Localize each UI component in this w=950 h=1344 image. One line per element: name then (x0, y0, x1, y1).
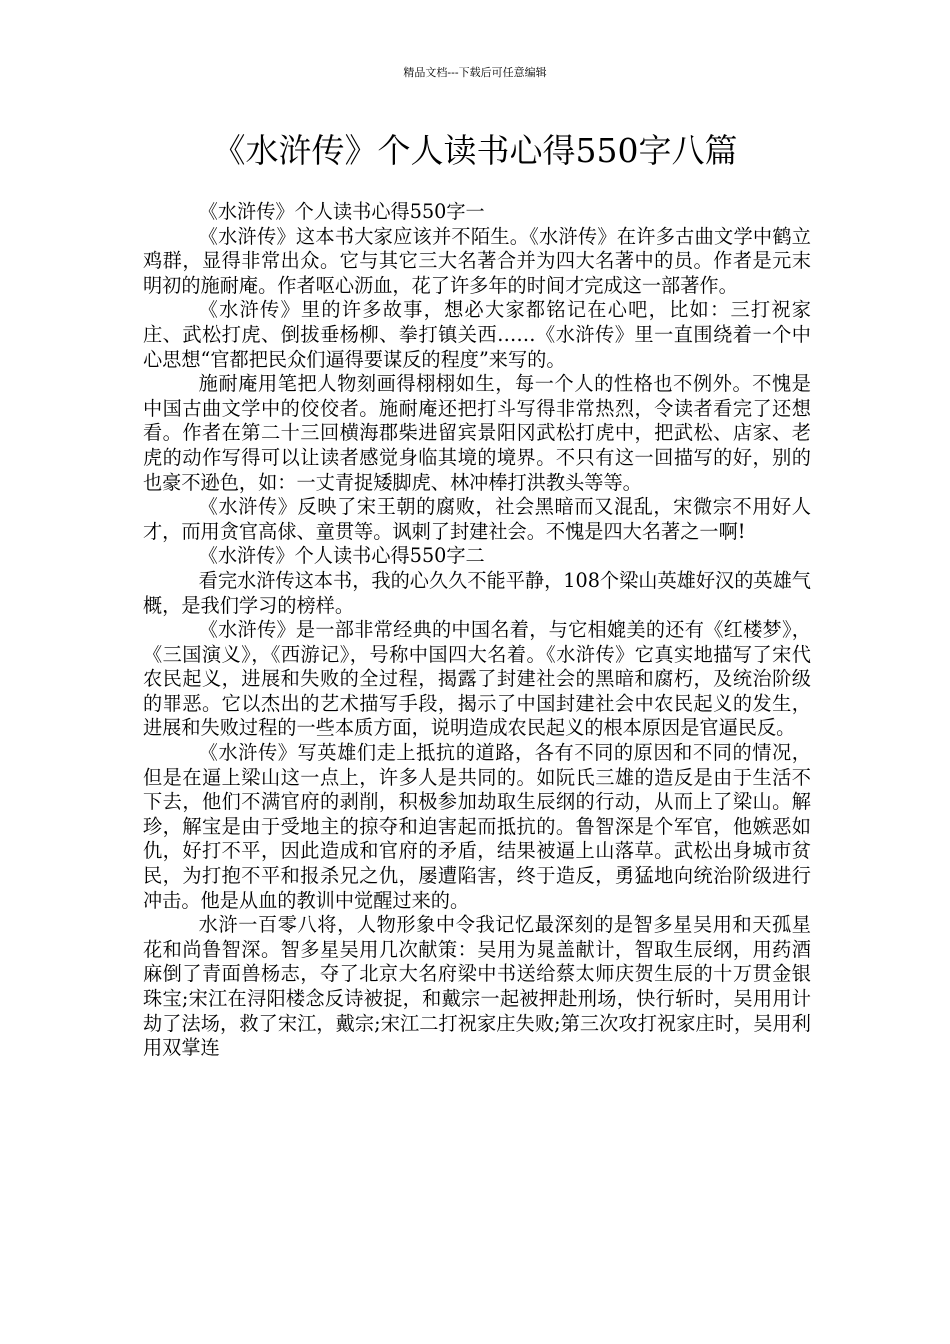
paragraph: 《水浒传》反映了宋王朝的腐败，社会黑暗而又混乱，宋微宗不用好人才，而用贪官高俅、童贯等。讽刺了封建社会。不愧是四大名著之一啊! (143, 495, 811, 543)
paragraph: 水浒一百零八将，人物形象中令我记忆最深刻的是智多星吴用和天孤星花和尚鲁智深。智多星吴用几次献策：吴用为晁盖献计，智取生辰纲，用药酒麻倒了青面兽杨志，夺了北京大名府梁中书送给蔡太师庆贺生辰的十万贯金银珠宝;宋江在浔阳楼念反诗被捉，和戴宗一起被押赴刑场，快行斩时，吴用用计劫了法场，救了宋江，戴宗;宋江二打祝家庄失败;第三次攻打祝家庄时，吴用利用双掌连 (143, 913, 811, 1060)
section-heading-2: 《水浒传》个人读书心得550字二 (198, 544, 485, 568)
paragraph: 施耐庵用笔把人物刻画得栩栩如生，每一个人的性格也不例外。不愧是中国古曲文学中的佼佼者。施耐庵还把打斗写得非常热烈，令读者看完了还想看。作者在第二十三回横海郡柴进留宾景阳冈武松打虎中，把武松、店家、老虎的动作写得可以让读者感觉身临其境的境界。不只有这一回描写的好，别的也豪不逊色，如：一丈青捉矮脚虎、林冲棒打洪教头等等。 (143, 372, 811, 494)
paragraph: 《水浒传》写英雄们走上抵抗的道路，各有不同的原因和不同的情况，但是在逼上梁山这一点上，许多人是共同的。如阮氏三雄的造反是由于生活不下去，他们不满官府的剥削，积极参加劫取生辰纲的行动，从而上了梁山。解珍，解宝是由于受地主的掠夺和迫害起而抵抗的。鲁智深是个军官，他嫉恶如仇，好打不平，因此造成和官府的矛盾，结果被逼上山落草。武松出身城市贫民，为打抱不平和报杀兄之仇，屡遭陷害，终于造反，勇猛地向统治阶级进行冲击。他是从血的教训中觉醒过来的。 (143, 741, 811, 912)
paragraph: 看完水浒传这本书，我的心久久不能平静，108个梁山英雄好汉的英雄气概，是我们学习的榜样。 (143, 568, 811, 617)
document-body (143, 200, 811, 1061)
paragraph: 《水浒传》是一部非常经典的中国名着，与它相媲美的还有《红楼梦》，《三国演义》，《西游记》，号称中国四大名着。《水浒传》它真实地描写了宋代农民起义，进展和失败的全过程，揭露了封建社会的黑暗和腐朽，及统治阶级的罪恶。它以杰出的艺术描写手段，揭示了中国封建社会中农民起义的发生，进展和失败过程的一些本质方面，说明造成农民起义的根本原因是官逼民反。 (143, 618, 811, 740)
paragraph: 《水浒传》里的许多故事，想必大家都铭记在心吧，比如：三打祝家庄、武松打虎、倒拔垂杨柳、拳打镇关西……《水浒传》里一直围绕着一个中心思想“官都把民众们逼得要谋反的程度”来写的。 (143, 298, 811, 371)
paragraph: 《水浒传》这本书大家应该并不陌生。《水浒传》在许多古曲文学中鹤立鸡群，显得非常出众。它与其它三大名著合并为四大名著中的员。作者是元末明初的施耐庵。作者呕心沥血，花了许多年的时间才完成这一部著作。 (143, 224, 811, 297)
document-title: 《水浒传》个人读书心得550字八篇 (212, 131, 738, 170)
page-header: 精品文档---下载后可任意编辑 (403, 66, 547, 79)
section-heading-1: 《水浒传》个人读书心得550字一 (198, 200, 485, 223)
